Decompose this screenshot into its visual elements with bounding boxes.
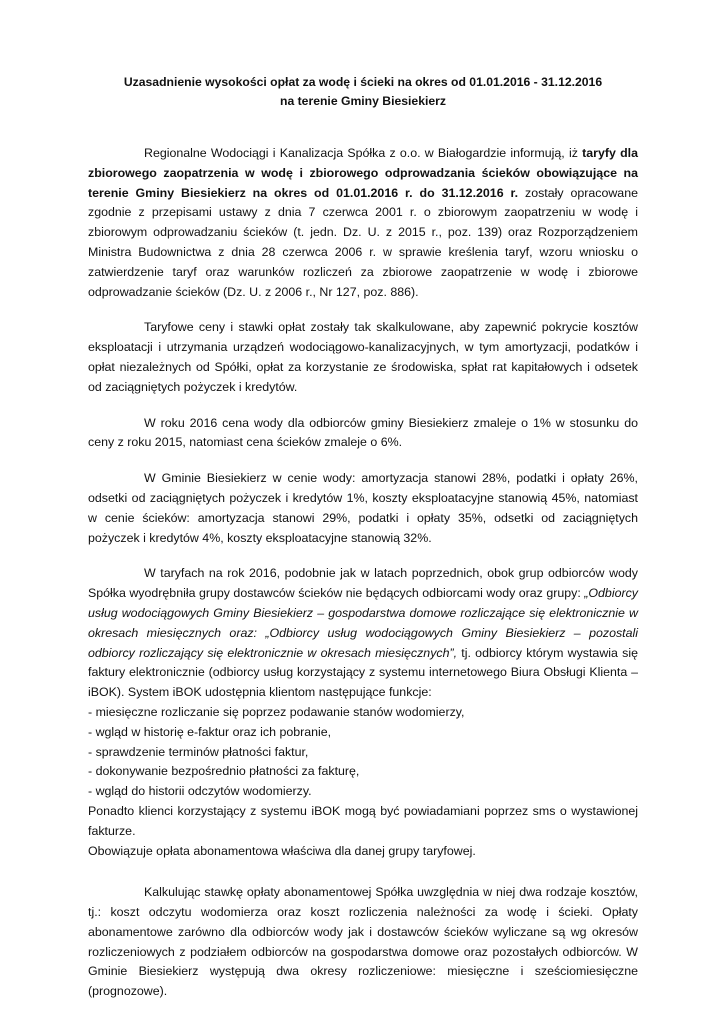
paragraph-price-change: W roku 2016 cena wody dla odbiorców gminy Biesiekierz zmaleje o 1% w stosunku do ceny z roku 2015, natomiast cena ścieków zmaleje o 6%. (88, 415, 638, 450)
document-title (88, 73, 638, 111)
ibok-feature-list (88, 703, 638, 802)
paragraph-intro (88, 144, 638, 302)
ibok-section (88, 564, 638, 861)
sms-note: Ponadto klienci korzystający z systemu iBOK mogą być powiadamiani poprzez sms o wystawionej fakturze. (88, 803, 638, 838)
groups-text-italic: „Odbiorcy usług wodociągowych Gminy Biesiekierz – gospodarstwa domowe rozliczające się elektronicznie w okresach miesięcznych oraz: „Odbiorcy usług wodociągowych Gminy Biesiekierz – pozostali odbiorcy rozliczający się elektronicznie w okresach miesięcznych”, (88, 586, 638, 660)
paragraph-customer-groups (88, 564, 638, 703)
groups-text-start: W taryfach na rok 2016, podobnie jak w latach poprzednich, obok grup odbiorców wody Spółka wyodrębniła grupy dostawców ścieków nie będących odbiorcami wody oraz grupy: (88, 566, 638, 601)
intro-text-bold: taryfy dla zbiorowego zaopatrzenia w wodę i zbiorowego odprowadzania ścieków obowiązujące na terenie Gminy Biesiekierz na okres od 01.01.2016 r. do 31.12.2016 r. (88, 146, 639, 200)
list-item: - sprawdzenie terminów płatności faktur, (88, 744, 309, 759)
paragraph-cost-coverage: Taryfowe ceny i stawki opłat zostały tak skalkulowane, aby zapewnić pokrycie kosztów eksploatacji i utrzymania urządzeń wodociągowo-kanalizacyjnych, w tym amortyzacji, podatków i opłat niezależnych od Spółki, opłat za korzystanie ze środowiska, spłat rat kapitałowych i odsetek od zaciągniętych pożyczek i kredytów. (88, 320, 638, 394)
groups-text-end: tj. odbiorcy którym wystawia się faktury elektronicznie (odbiorcy usług korzystający z systemu internetowego Biura Obsługi Klienta – iBOK). System iBOK udostępnia klientom następujące funkcje: (88, 645, 638, 700)
paragraph-cost-structure: W Gminie Biesiekierz w cenie wody: amortyzacja stanowi 28%, podatki i opłaty 26%, odsetki od zaciągniętych pożyczek i kredytów 1%, koszty eksploatacyjne stanowią 45%, natomiast w cenie ścieków: amortyzacja stanowi 29%, podatki i opłaty 35%, odsetki od zaciągniętych pożyczek i kredytów 4%, koszty eksploatacyjne stanowią 32%. (88, 471, 638, 545)
title-line-2: na terenie Gminy Biesiekierz (280, 94, 446, 108)
title-line-1: Uzasadnienie wysokości opłat za wodę i ścieki na okres od 01.01.2016 - 31.12.2016 (123, 75, 603, 89)
intro-text-start: Regionalne Wodociągi i Kanalizacja Spółka z o.o. w Białogardzie informują, iż (144, 146, 583, 160)
list-item: - wgląd do historii odczytów wodomierzy. (88, 784, 312, 799)
subscription-fee-note: Obowiązuje opłata abonamentowa właściwa dla danej grupy taryfowej. (88, 843, 476, 858)
list-item: - dokonywanie bezpośrednio płatności za fakturę, (88, 764, 360, 779)
list-item: - miesięczne rozliczanie się poprzez podawanie stanów wodomierzy, (88, 704, 465, 719)
paragraph-subscription-calculation: Kalkulując stawkę opłaty abonamentowej Spółka uwzględnia w niej dwa rodzaje kosztów, tj.: koszt odczytu wodomierza oraz koszt rozliczenia należności za wodę i ścieki. Opłaty abonamentowe zarówno dla odbiorców wody jak i dostawców ścieków wyliczane są wg okresów rozliczeniowych z podziałem odbiorców na gospodarstwa domowe oraz pozostałych odbiorców. W Gminie Biesiekierz występują dwa okresy rozliczeniowe: miesięczne i sześciomiesięczne (prognozowe). (88, 885, 638, 999)
list-item: - wgląd w historię e-faktur oraz ich pobranie, (88, 724, 332, 739)
intro-text-end: zostały opracowane zgodnie z przepisami ustawy z dnia 7 czerwca 2001 r. o zbiorowym zaopatrzeniu w wodę i zbiorowym odprowadzaniu ścieków (t. jedn. Dz. U. z 2015 r., poz. 139) oraz Rozporządzeniem Ministra Budownictwa z dnia 28 czerwca 2006 r. w sprawie kreślenia taryf, wzoru wniosku o zatwierdzenie taryf oraz warunków rozliczeń za zbiorowe zaopatrzenie w wodę i zbiorowe odprowadzanie ścieków (Dz. U. z 2006 r., Nr 127, poz. 886). (88, 185, 638, 299)
